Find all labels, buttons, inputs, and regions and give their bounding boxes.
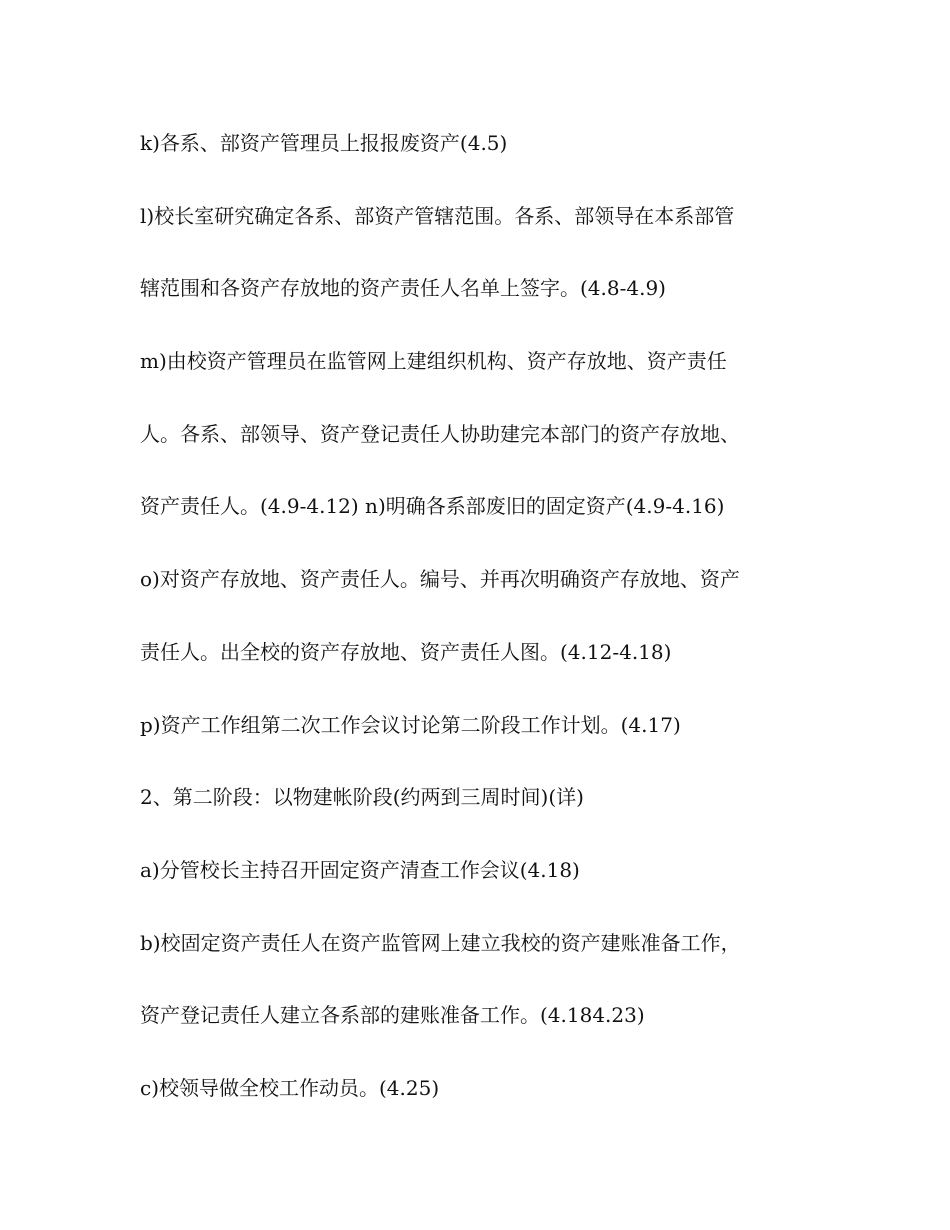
text-line-o-1: o)对资产存放地、资产责任人。编号、并再次明确资产存放地、资产 [140,567,740,592]
text-line-b-1: b)校固定资产责任人在资产监管网上建立我校的资产建账准备工作， [140,930,741,955]
text-line-p: p)资产工作组第二次工作会议讨论第二阶段工作计划。(4.17) [140,712,681,737]
document-body [140,125,800,1143]
section-heading-stage-2: 2、第二阶段：以物建帐阶段(约两到三周时间)(详) [140,785,584,810]
text-line-l-2: 辖范围和各资产存放地的资产责任人名单上签字。(4.8-4.9) [140,276,666,301]
text-line-c: c)校领导做全校工作动员。(4.25) [140,1075,440,1100]
text-line-k: k)各系、部资产管理员上报报废资产(4.5) [140,131,508,155]
text-line-m-1: m)由校资产管理员在监管网上建组织机构、资产存放地、资产责任 [140,349,727,374]
text-line-m-3-n: 资产责任人。(4.9-4.12) n)明确各系部废旧的固定资产(4.9-4.16) [140,494,725,519]
text-line-m-2: 人。各系、部领导、资产登记责任人协助建完本部门的资产存放地、 [140,421,740,446]
text-line-a: a)分管校长主持召开固定资产清查工作会议(4.18) [140,857,580,882]
text-line-o-2: 责任人。出全校的资产存放地、资产责任人图。(4.12-4.18) [140,639,672,664]
text-line-l-1: l)校长室研究确定各系、部资产管辖范围。各系、部领导在本系部管 [140,203,735,228]
text-line-b-2: 资产登记责任人建立各系部的建账准备工作。(4.184.23) [140,1003,645,1028]
